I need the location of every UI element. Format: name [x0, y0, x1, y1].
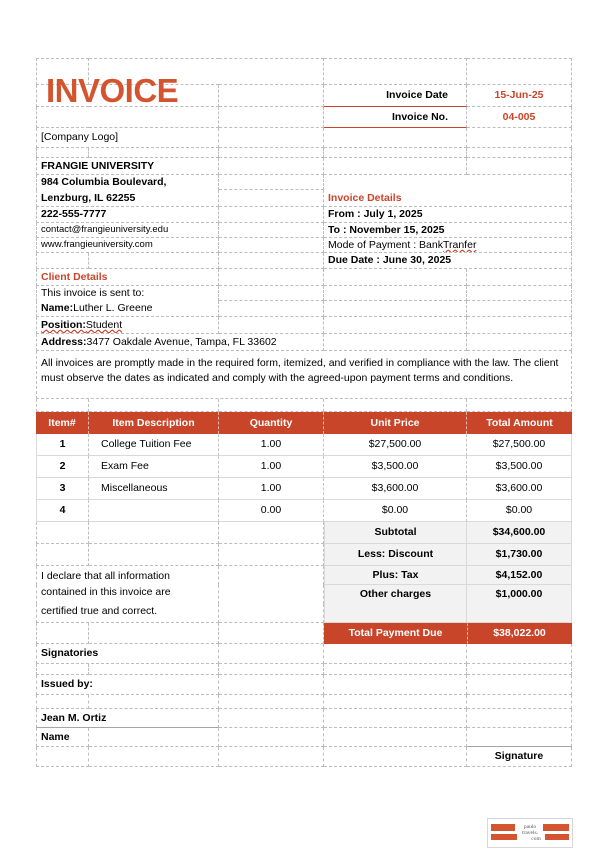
- totals-row: [36, 604, 572, 623]
- blank-cell: [467, 664, 572, 675]
- table-header-quantity: Quantity: [219, 412, 324, 434]
- tax-value: $4,152.00: [467, 566, 572, 585]
- subtotal-label: Subtotal: [324, 522, 467, 544]
- client-name-value: Luther L. Greene: [73, 302, 153, 315]
- blank-cell: [36, 544, 89, 566]
- blank-cell: [219, 269, 324, 286]
- sheet-row: [36, 175, 572, 190]
- blank-cell: [467, 399, 572, 412]
- row-item-total: $0.00: [467, 500, 572, 522]
- row-item-unit-price: $3,500.00: [324, 456, 467, 478]
- sheet-row: [36, 334, 572, 351]
- row-item-unit-price: $27,500.00: [324, 434, 467, 456]
- row-item-description: Miscellaneous: [89, 478, 219, 500]
- declaration-line-1: I declare that all information: [36, 566, 219, 585]
- other-charges-label-ghost: [324, 604, 467, 623]
- blank-cell: [219, 107, 324, 128]
- blank-cell: [467, 317, 572, 334]
- signatories-heading: Signatories: [36, 644, 219, 664]
- blank-cell: [36, 695, 89, 709]
- logo-graphic: [488, 819, 572, 847]
- sheet-row: [36, 351, 572, 399]
- blank-cell: [219, 128, 324, 148]
- blank-cell: [89, 522, 219, 544]
- blank-cell: [219, 317, 324, 334]
- blank-cell: [219, 728, 324, 747]
- table-header-item: Item#: [36, 412, 89, 434]
- payment-mode-prefix: Mode of Payment : Bank: [328, 238, 443, 251]
- blank-cell: [324, 664, 467, 675]
- total-payment-due-value: $38,022.00: [467, 623, 572, 644]
- client-sent-to: This invoice is sent to:: [36, 286, 219, 301]
- row-item-description: Exam Fee: [89, 456, 219, 478]
- sheet-row: [36, 128, 572, 148]
- declaration-line-3: certified true and correct.: [36, 604, 219, 623]
- logo-line-3: com: [531, 836, 541, 842]
- terms-paragraph: All invoices are promptly made in the required form, itemized, and verified in compliance with the law. The client must observe the dates as indicated and comply with the agreed-upon payment terms and conditions.: [36, 351, 572, 399]
- blank-cell: [467, 695, 572, 709]
- sheet-row: [36, 223, 572, 238]
- blank-cell: [467, 675, 572, 695]
- sheet-row: [36, 675, 572, 695]
- signer-name: Jean M. Ortiz: [36, 709, 219, 728]
- blank-cell: [219, 709, 324, 728]
- invoice-details-heading: Invoice Details: [324, 190, 572, 207]
- totals-row: [36, 566, 572, 585]
- blank-cell: [324, 399, 467, 412]
- row-item-quantity: 1.00: [219, 456, 324, 478]
- signer-name-caption: Name: [36, 728, 89, 747]
- blank-cell: [89, 747, 219, 767]
- blank-cell: [219, 644, 324, 664]
- row-item-description: College Tuition Fee: [89, 434, 219, 456]
- invoice-from-date: From : July 1, 2025: [324, 207, 572, 223]
- row-item-quantity: 0.00: [219, 500, 324, 522]
- client-address-label: Address:: [41, 335, 87, 348]
- sheet-row: [36, 709, 572, 728]
- sheet-row: [36, 269, 572, 286]
- row-item-total: $3,600.00: [467, 478, 572, 500]
- blank-cell: [219, 522, 324, 544]
- blank-cell: [219, 286, 324, 301]
- company-website: www.frangieuniversity.com: [36, 238, 219, 253]
- subtotal-value: $34,600.00: [467, 522, 572, 544]
- payment-mode-misspelled-word: Tranfer: [442, 238, 477, 251]
- blank-cell: [324, 158, 467, 175]
- sheet-row: [36, 253, 572, 269]
- client-details-heading: Client Details: [36, 269, 219, 286]
- blank-cell: [219, 148, 324, 158]
- blank-cell: [89, 728, 219, 747]
- blank-cell: [219, 58, 324, 85]
- blank-cell: [324, 644, 467, 664]
- table-header-description: Item Description: [89, 412, 219, 434]
- blank-cell: [36, 399, 89, 412]
- totals-row: [36, 585, 572, 604]
- blank-cell: [219, 158, 324, 175]
- sheet-row: [36, 644, 572, 664]
- blank-cell: [324, 695, 467, 709]
- blank-cell: [89, 399, 219, 412]
- blank-cell: [219, 675, 324, 695]
- blank-cell: [467, 644, 572, 664]
- blank-cell: [324, 709, 467, 728]
- invoice-payment-mode: [324, 238, 572, 253]
- blank-cell: [219, 566, 324, 585]
- row-item-quantity: 1.00: [219, 478, 324, 500]
- sheet-row: [36, 301, 572, 317]
- blank-cell: [324, 675, 467, 695]
- issued-by-label: Issued by:: [36, 675, 219, 695]
- signature-line: [467, 728, 572, 747]
- blank-cell: [324, 128, 467, 148]
- sheet-row: [36, 148, 572, 158]
- blank-cell: [89, 695, 219, 709]
- client-address-row: [36, 334, 324, 351]
- company-email: contact@frangieuniversity.edu: [36, 223, 219, 238]
- row-item-unit-price: $0.00: [324, 500, 467, 522]
- sheet-row: [36, 207, 572, 223]
- table-row: [36, 434, 572, 456]
- table-row: [36, 478, 572, 500]
- blank-cell: [36, 253, 89, 269]
- invoice-date-label: Invoice Date: [324, 85, 467, 107]
- blank-cell: [219, 253, 324, 269]
- table-row: [36, 456, 572, 478]
- blank-cell: [219, 175, 324, 190]
- client-position-row: [36, 317, 219, 334]
- blank-cell: [219, 301, 324, 317]
- logo-line-2: travels.: [521, 830, 539, 836]
- blank-cell: [467, 269, 572, 286]
- row-item-number: 4: [36, 500, 89, 522]
- blank-cell: [89, 544, 219, 566]
- row-item-unit-price: $3,600.00: [324, 478, 467, 500]
- page-title: INVOICE: [46, 72, 179, 109]
- company-phone: 222-555-7777: [36, 207, 219, 223]
- blank-cell: [219, 399, 324, 412]
- sheet-row: [36, 190, 572, 207]
- table-header-total: Total Amount: [467, 412, 572, 434]
- blank-cell: [36, 107, 89, 128]
- row-item-total: $27,500.00: [467, 434, 572, 456]
- blank-cell: [219, 695, 324, 709]
- blank-cell: [324, 175, 572, 190]
- invoice-number-label: Invoice No.: [324, 107, 467, 128]
- signature-caption: Signature: [467, 747, 572, 767]
- blank-cell: [89, 623, 219, 644]
- blank-cell: [324, 728, 467, 747]
- blank-cell: [324, 317, 467, 334]
- sheet-row: [36, 728, 572, 747]
- blank-cell: [219, 85, 324, 107]
- total-due-row: [36, 623, 572, 644]
- discount-label: Less: Discount: [324, 544, 467, 566]
- sheet-row: [36, 399, 572, 412]
- blank-cell: [219, 238, 324, 253]
- blank-cell: [219, 207, 324, 223]
- blank-cell: [324, 269, 467, 286]
- sheet-row: [36, 747, 572, 767]
- other-charges-label: Other charges: [324, 585, 467, 604]
- invoice-to-date: To : November 15, 2025: [324, 223, 572, 238]
- invoice-sheet: [36, 58, 572, 780]
- blank-cell: [467, 148, 572, 158]
- total-payment-due-label: Total Payment Due: [324, 623, 467, 644]
- blank-cell: [36, 148, 89, 158]
- items-table-header-row: [36, 412, 572, 434]
- blank-cell: [89, 107, 219, 128]
- blank-cell: [467, 301, 572, 317]
- blank-cell: [219, 604, 324, 623]
- table-row: [36, 500, 572, 522]
- sheet-row: [36, 664, 572, 675]
- blank-cell: [467, 709, 572, 728]
- company-logo-placeholder: [Company Logo]: [36, 128, 219, 148]
- client-address-value: 3477 Oakdale Avenue, Tampa, FL 33602: [86, 335, 277, 348]
- client-name-row: [36, 301, 219, 317]
- blank-cell: [467, 128, 572, 148]
- row-item-number: 3: [36, 478, 89, 500]
- sheet-row: [36, 158, 572, 175]
- blank-cell: [89, 664, 219, 675]
- blank-cell: [467, 286, 572, 301]
- company-address-line1: 984 Columbia Boulevard,: [36, 175, 219, 190]
- logo-line-1: paulo: [523, 824, 537, 830]
- client-position-label: Position:: [41, 318, 86, 331]
- declaration-line-2: contained in this invoice are: [36, 585, 219, 604]
- other-charges-value-ghost: [467, 604, 572, 623]
- sheet-row: [36, 107, 572, 128]
- discount-value: $1,730.00: [467, 544, 572, 566]
- paulo-travels-logo: [487, 818, 573, 848]
- sheet-row: [36, 695, 572, 709]
- blank-cell: [219, 623, 324, 644]
- blank-cell: [324, 334, 467, 351]
- invoice-due-date: Due Date : June 30, 2025: [324, 253, 572, 269]
- blank-cell: [324, 148, 467, 158]
- blank-cell: [324, 286, 467, 301]
- totals-row: [36, 522, 572, 544]
- invoice-number-value: 04-005: [467, 107, 572, 128]
- row-item-total: $3,500.00: [467, 456, 572, 478]
- tax-label: Plus: Tax: [324, 566, 467, 585]
- blank-cell: [89, 148, 219, 158]
- row-item-description: [89, 500, 219, 522]
- invoice-date-value: 15-Jun-25: [467, 85, 572, 107]
- client-name-label: Name:: [41, 302, 74, 315]
- blank-cell: [219, 223, 324, 238]
- blank-cell: [324, 301, 467, 317]
- blank-cell: [36, 747, 89, 767]
- blank-cell: [467, 158, 572, 175]
- company-name: FRANGIE UNIVERSITY: [36, 158, 219, 175]
- other-charges-value: $1,000.00: [467, 585, 572, 604]
- table-header-unit-price: Unit Price: [324, 412, 467, 434]
- sheet-row: [36, 286, 572, 301]
- row-item-number: 1: [36, 434, 89, 456]
- blank-cell: [467, 58, 572, 85]
- sheet-row: [36, 238, 572, 253]
- row-item-quantity: 1.00: [219, 434, 324, 456]
- blank-cell: [219, 585, 324, 604]
- blank-cell: [36, 664, 89, 675]
- totals-row: [36, 544, 572, 566]
- blank-cell: [219, 190, 324, 207]
- blank-cell: [219, 544, 324, 566]
- blank-cell: [36, 522, 89, 544]
- blank-cell: [219, 747, 324, 767]
- blank-cell: [89, 253, 219, 269]
- blank-cell: [467, 334, 572, 351]
- client-position-value: Student: [85, 318, 123, 331]
- company-address-line2: Lenzburg, IL 62255: [36, 190, 219, 207]
- blank-cell: [219, 664, 324, 675]
- row-item-number: 2: [36, 456, 89, 478]
- sheet-row: [36, 317, 572, 334]
- blank-cell: [324, 747, 467, 767]
- blank-cell: [324, 58, 467, 85]
- blank-cell: [36, 623, 89, 644]
